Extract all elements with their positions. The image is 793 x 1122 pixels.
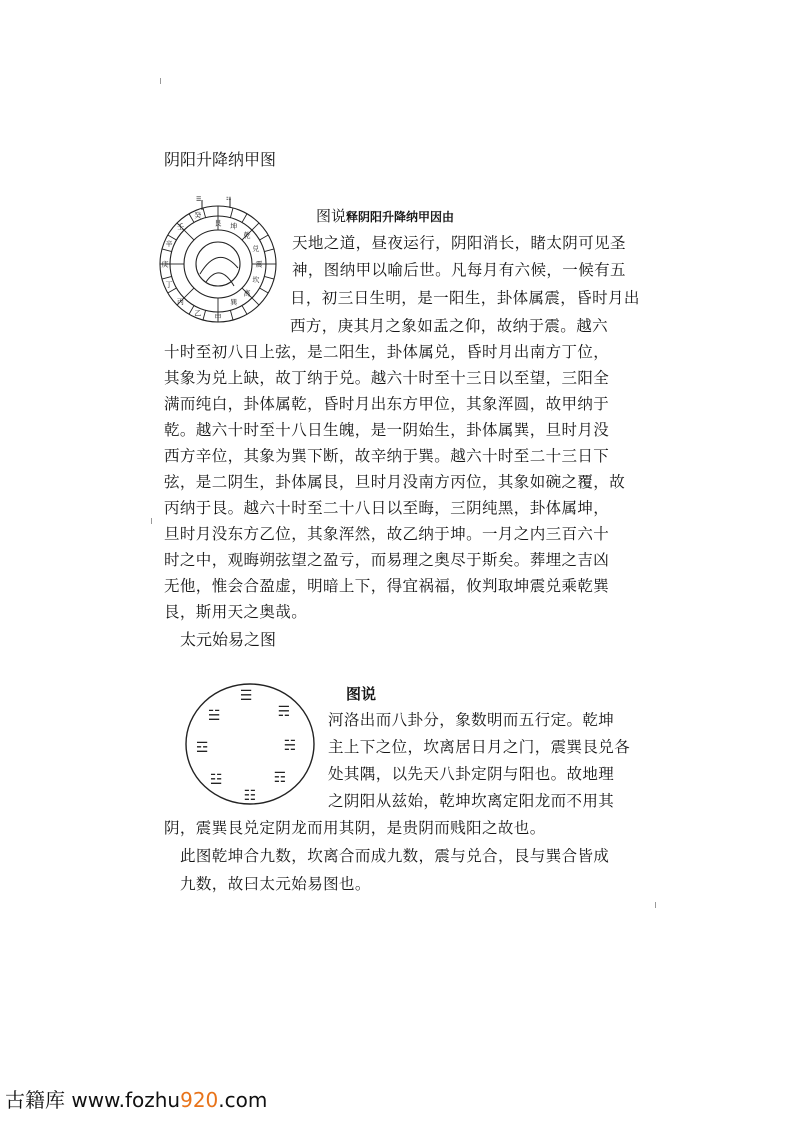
body-line: 十时至初八日上弦，是二阳生，卦体属兑，昏时月出南方丁位， (164, 343, 610, 361)
caption-heading (316, 206, 454, 226)
ring-label: 离 (243, 289, 251, 298)
body-line: 日，初三日生明，是一阳生，卦体属震，昏时月出 (290, 289, 640, 307)
ring-label: 丙 (177, 297, 185, 306)
body-line: 处其隅，以先天八卦定阴与阳也。故地理 (328, 765, 615, 783)
body-line: 乾。越六十时至十八日生魄，是一阴始生，卦体属巽，旦时月没 (164, 421, 610, 439)
ring-label: 庚 (161, 260, 169, 269)
najia-diagram (150, 196, 288, 326)
ring-spoke (203, 208, 206, 218)
body-line: 神，图纳甲以喻后世。凡每月有六候，一候有五 (292, 261, 626, 279)
trigram-bottom-right: ☶ (273, 770, 287, 786)
ring-label: 艮 (214, 219, 222, 228)
ring-spoke (230, 310, 233, 320)
body-line: 西方辛位，其象为巽下断，故辛纳于巽。越六十时至二十三日下 (164, 447, 610, 465)
body-line: 时之中，观晦朔弦望之盈亏，而易理之奥尽于斯矣。葬埋之吉凶 (164, 551, 610, 569)
body-line: 弦，是二阴生，卦体属艮，旦时月没南方丙位，其象如碗之覆，故 (164, 473, 626, 491)
caption-subtitle: 释阴阳升降纳甲因由 (346, 210, 455, 224)
body-line: 九数，故曰太元始易图也。 (180, 875, 371, 893)
ring-spoke (264, 276, 274, 279)
scan-mark (151, 518, 152, 524)
ring-label: 甲 (214, 313, 222, 322)
body-line: 主上下之位，坎离居日月之门，震巽艮兑各 (328, 738, 631, 756)
ring-divider (184, 288, 194, 298)
scan-mark (655, 902, 656, 908)
body-line: 满而纯白，卦体属乾，昏时月出东方甲位，其象浑圆，故甲纳于 (164, 395, 610, 413)
ring-spoke (260, 235, 269, 240)
ring-spoke (162, 249, 172, 252)
body-line: 旦时月没东方乙位，其象浑然，故乙纳于坤。一月之内三百六十 (164, 525, 610, 543)
ring-label: 震 (255, 260, 263, 269)
ring-label: 巽 (230, 298, 238, 307)
svg-text:☷: ☷ (226, 196, 232, 202)
ring-spoke (252, 298, 259, 305)
page-title: 阴阳升降纳甲图 (164, 150, 277, 169)
ring-label: 坎 (252, 276, 260, 285)
body-line: 其象为兑上缺，故丁纳于兑。越六十时至十三日以至望，三阳全 (164, 369, 610, 387)
footer-watermark[interactable] (5, 1087, 267, 1113)
body-line: 西方，庚其月之象如盂之仰，故纳于震。越六 (290, 317, 609, 335)
body-line: 无他，惟会合盈虚，明暗上下，得宜祸福，攸判取坤震兑乘乾巽 (164, 577, 610, 595)
body-line: 丙纳于艮。越六十时至二十八日以至晦，三阴纯黑，卦体属坤， (164, 499, 610, 517)
ring-label: 辛 (165, 240, 173, 249)
ring-label: 兑 (252, 244, 260, 253)
body-line: 此图乾坤合九数，坎离合而成九数，震与兑合，艮与巽合皆成 (180, 847, 610, 865)
trigram-left: ☲ (195, 740, 209, 756)
ring-spoke (203, 310, 206, 320)
trigram-top-left: ☱ (207, 708, 221, 724)
ring-label: 乙 (194, 309, 202, 318)
caption-heading-2: 图说 (346, 685, 377, 703)
trigram-top: ☰ (239, 688, 253, 704)
ring-divider (184, 230, 194, 240)
ring-label: 乾 (243, 231, 251, 240)
scan-mark (160, 78, 161, 84)
ring-spoke (260, 288, 269, 293)
body-line: 阴，震巽艮兑定阴龙而用其阴，是贵阴而贱阳之故也。 (164, 819, 546, 837)
ring-spoke (230, 208, 233, 218)
trigram-bottom: ☷ (243, 788, 257, 804)
footer-url[interactable]: www.fozhu920.com (71, 1088, 268, 1112)
body-line: 艮，斯用天之奥哉。 (164, 603, 308, 621)
trigram-bottom-left: ☳ (209, 772, 223, 788)
svg-text:☰: ☰ (196, 196, 202, 203)
trigram-top-right: ☴ (277, 704, 291, 720)
ring-label: 坤 (230, 222, 238, 231)
body-line: 之阴阳从兹始，乾坤坎离定阳龙而不用其 (328, 792, 615, 810)
caption-label: 图说 (316, 207, 347, 225)
ring-spoke (252, 223, 259, 230)
ring-spoke (242, 214, 247, 223)
ring-spoke (162, 276, 172, 279)
ring-spoke (264, 249, 274, 252)
ring-label: 壬 (177, 223, 185, 232)
body-line: 天地之道，昼夜运行，阴阳消长，睹太阴可见圣 (292, 234, 626, 252)
ring-label: 癸 (194, 211, 202, 220)
ring-spoke (242, 306, 247, 315)
body-line: 河洛出而八卦分，象数明而五行定。乾坤 (328, 711, 615, 729)
ring-label: 丁 (165, 280, 173, 289)
trigram-right: ☵ (283, 738, 297, 754)
footer-site-name: 古籍库 (5, 1088, 65, 1112)
section-title: 太元始易之图 (180, 630, 277, 649)
taiyuan-diagram (180, 680, 322, 808)
